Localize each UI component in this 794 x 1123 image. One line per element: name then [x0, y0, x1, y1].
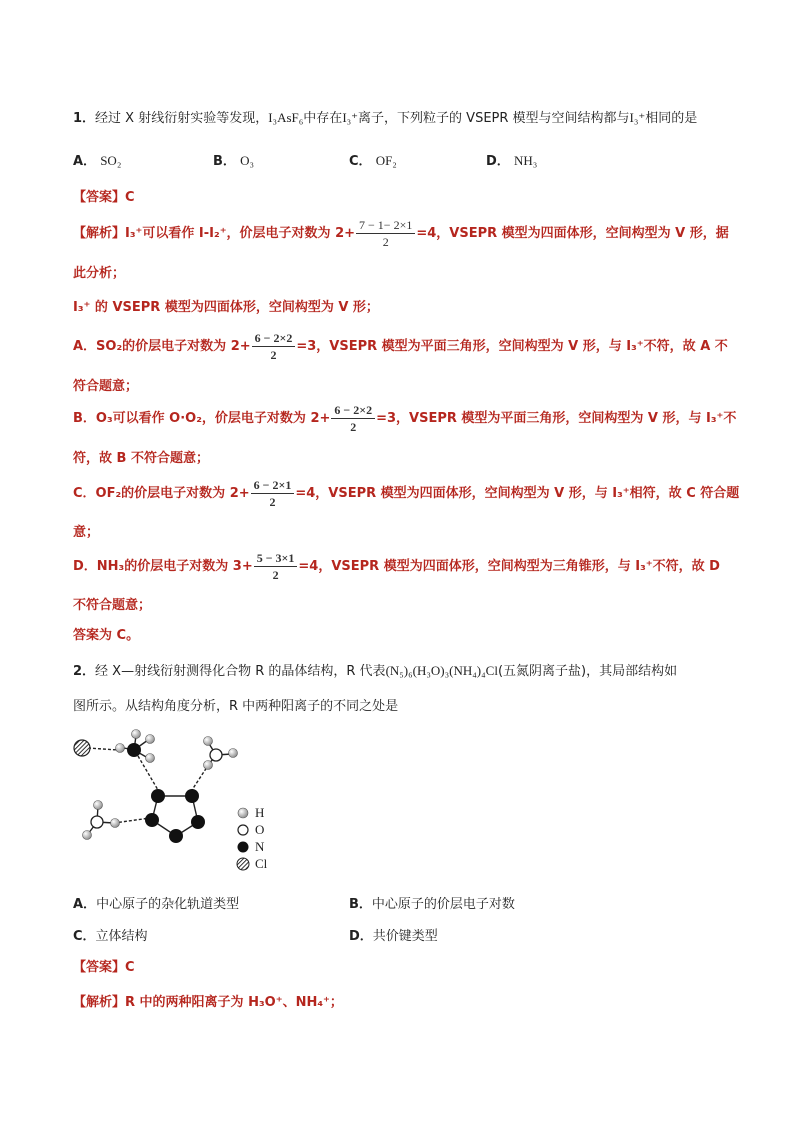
- q2-option-c[interactable]: C．立体结构: [73, 929, 148, 944]
- hydrogen-atom: [204, 737, 213, 746]
- hydrogen-atom: [94, 801, 103, 810]
- q2-option-b[interactable]: B．中心原子的价层电子对数: [349, 897, 515, 912]
- nitrogen-atom: [127, 743, 141, 757]
- hydrogen-atom: [116, 744, 125, 753]
- q2-option-a[interactable]: A．中心原子的杂化轨道类型: [73, 897, 240, 912]
- hydrogen-legend-icon: [236, 806, 250, 820]
- legend-item-h: H: [236, 804, 296, 821]
- q1-analysis-b: B．O₃可以看作 O·O₂，价层电子对数为 2+ $\frac{6 - 2\times 2}{2}$ =3，VSEPR 模型为平面三角形，空间构型为 V 形，与 I₃⁺不: [73, 403, 737, 434]
- fraction: $\frac{5 - 3\times 1}{2}$: [254, 551, 298, 582]
- q1-final-answer: 答案为 C。: [73, 628, 140, 643]
- hydrogen-atom: [111, 819, 120, 828]
- nitrogen-atom: [145, 813, 159, 827]
- q1-analysis-a: A．SO₂的价层电子对数为 2+ $\frac{6 - 2\times 2}{2}$ =3，VSEPR 模型为平面三角形，空间构型为 V 形，与 I₃⁺不符，故 A 不: [73, 331, 728, 362]
- q1-number: 1．: [73, 111, 96, 126]
- oxygen-atom: [210, 749, 222, 761]
- q1-option-c[interactable]: C． OF₂: [349, 153, 397, 169]
- hydrogen-atom: [132, 730, 141, 739]
- chlorine-atom: [74, 740, 90, 756]
- hydrogen-atom: [229, 749, 238, 758]
- q1-analysis-c: C．OF₂的价层电子对数为 2+ $\frac{6 - 2\times 1}{2}$ =4，VSEPR 模型为四面体形，空间构型为 V 形，与 I₃⁺相符，故 C 符合题: [73, 478, 740, 509]
- q2-formula: (N₅)₆(H₃O)₃(NH₄)₄Cl: [385, 663, 498, 678]
- fraction: $\frac{6 - 2\times 2}{2}$: [331, 403, 375, 434]
- hydrogen-atom: [83, 831, 92, 840]
- nitrogen-atom: [151, 789, 165, 803]
- fraction: $\frac{6 - 2\times 1}{2}$: [251, 478, 295, 509]
- legend-item-n: N: [236, 838, 296, 855]
- legend-item-o: O: [236, 821, 296, 838]
- q1-analysis-line2: 此分析；: [73, 266, 126, 281]
- q2-option-d[interactable]: D．共价键类型: [349, 929, 438, 944]
- q1-option-d[interactable]: D． NH₃: [486, 153, 538, 169]
- fraction: $\frac{7 - 1- 2\times 1}{2}$: [356, 218, 415, 249]
- q1-analysis-d: D．NH₃的价层电子对数为 3+ $\frac{5 - 3\times 1}{2}$ =4，VSEPR 模型为四面体形，空间构型为三角锥形，与 I₃⁺不符，故 D: [73, 551, 720, 582]
- q1-formula: I₃AsF₆: [268, 110, 304, 125]
- q1-option-a[interactable]: A． SO₂: [73, 153, 122, 169]
- oxygen-legend-icon: [236, 823, 250, 837]
- nitrogen-atom: [169, 829, 183, 843]
- figure-legend: [236, 804, 296, 872]
- nitrogen-legend-icon: [236, 840, 250, 854]
- q2-stem: 2．经 X—射线衍射测得化合物 R 的晶体结构，R 代表(N₅)₆(H₃O)₃(NH₄)₄Cl(五氮阴离子盐)，其局部结构如: [73, 663, 678, 679]
- hydrogen-atom: [146, 754, 155, 763]
- oxygen-atom: [91, 816, 103, 828]
- q1-answer: 【答案】C: [73, 190, 135, 205]
- legend-item-cl: Cl: [236, 855, 296, 872]
- chlorine-legend-icon: [236, 857, 250, 871]
- fraction: $\frac{6 - 2\times 2}{2}$: [252, 331, 296, 362]
- q1-stem: 1．经过 X 射线衍射实验等发现，I₃AsF₆中存在I₃⁺离子，下列粒子的 VSEPR 模型与空间结构都与I₃⁺相同的是: [73, 110, 698, 126]
- nitrogen-atom: [191, 815, 205, 829]
- q1-analysis-summary: I₃⁺ 的 VSEPR 模型为四面体形，空间构型为 V 形；: [73, 300, 379, 315]
- q2-number: 2．: [73, 664, 96, 679]
- q1-analysis-line1: 【解析】I₃⁺可以看作 I-I₂⁺，价层电子对数为 2+ $\frac{7 - 1- 2\times 1}{2}$ =4，VSEPR 模型为四面体形，空间构型为 V 形，据: [73, 218, 729, 249]
- hydrogen-atom: [204, 761, 213, 770]
- nitrogen-atom: [185, 789, 199, 803]
- q1-option-b[interactable]: B． O₃: [213, 153, 254, 169]
- hydrogen-atom: [146, 735, 155, 744]
- q2-analysis: 【解析】R 中的两种阳离子为 H₃O⁺、NH₄⁺；: [73, 995, 343, 1010]
- q2-answer: 【答案】C: [73, 960, 135, 975]
